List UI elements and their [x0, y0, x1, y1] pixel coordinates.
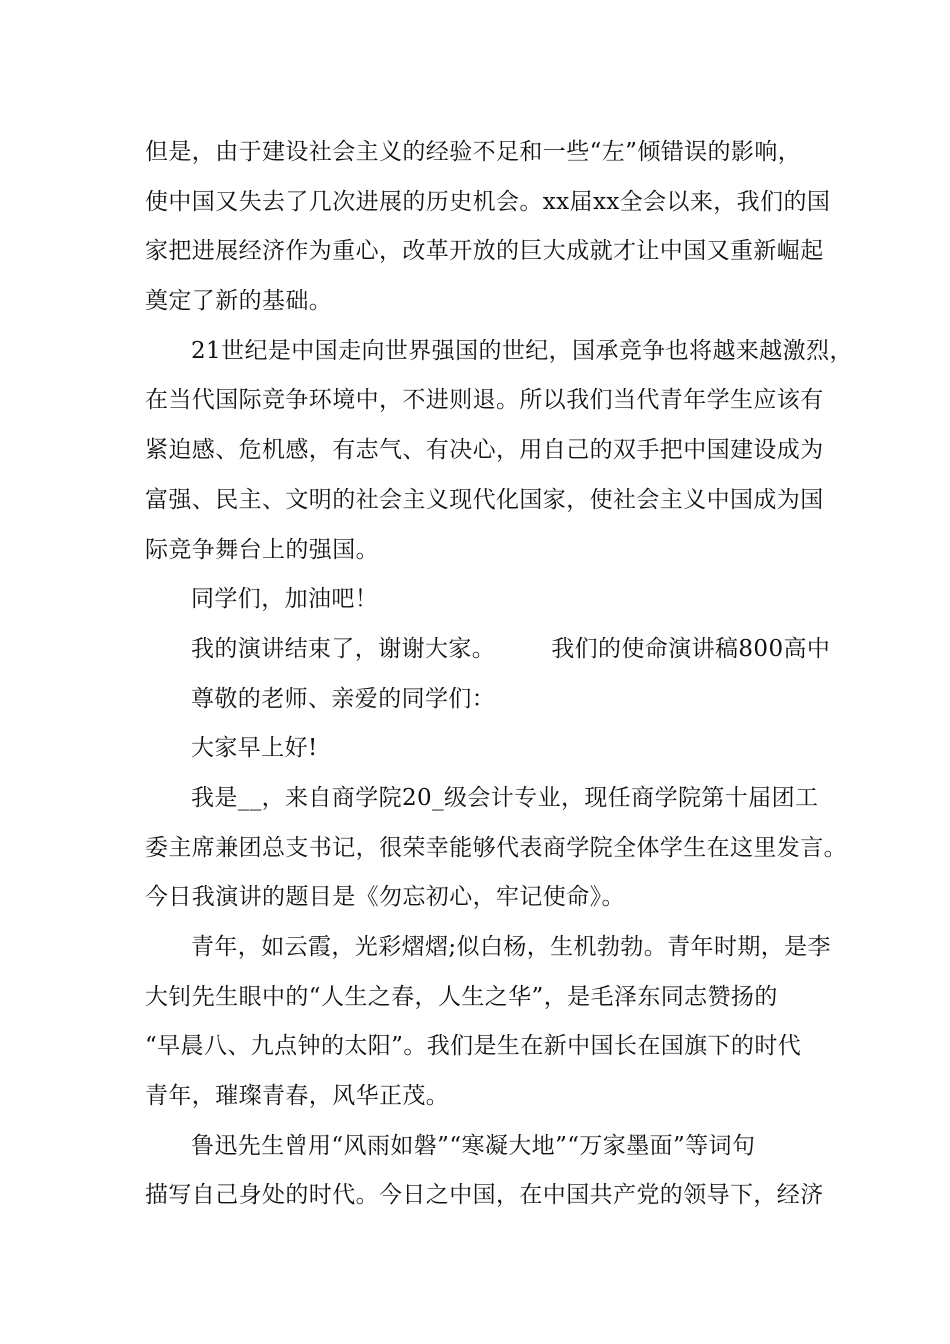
text-line: 21世纪是中国走向世界强国的世纪，国承竞争也将越来越激烈，	[191, 337, 853, 364]
text-line: 青年，璀璨青春，风华正茂。	[145, 1083, 450, 1110]
text-line: 描写自己身处的时代。今日之中国，在中国共产党的领导下，经济	[145, 1182, 824, 1209]
text-line: 富强、民主、文明的社会主义现代化国家，使社会主义中国成为国	[145, 486, 824, 513]
text-line: 紧迫感、危机感，有志气、有决心，用自己的双手把中国建设成为	[145, 437, 824, 464]
text-line: 我是__，来自商学院20_级会计专业，现任商学院第十届团工	[191, 784, 819, 811]
text-line: 鲁迅先生曾用“风雨如磐”“寒凝大地”“万家墨面”等词句	[191, 1132, 756, 1159]
document-body	[145, 128, 853, 1221]
text-line: 使中国又失去了几次进展的历史机会。xx届xx全会以来，我们的国	[145, 188, 831, 215]
text-line: 青年，如云霞，光彩熠熠;似白杨，生机勃勃。青年时期，是李	[191, 934, 831, 960]
closing-text: 我的演讲结束了，谢谢大家。	[191, 635, 496, 662]
text-line: 尊敬的老师、亲爱的同学们：	[191, 685, 496, 712]
text-line: 家把进展经济作为重心，改革开放的巨大成就才让中国又重新崛起	[145, 238, 824, 265]
text-line: 在当代国际竞争环境中，不进则退。所以我们当代青年学生应该有	[145, 387, 824, 414]
text-line: 际竞争舞台上的强国。	[145, 536, 379, 563]
next-speech-title: 我们的使命演讲稿800高中	[551, 635, 831, 662]
text-line: 大钊先生眼中的“人生之春，人生之华”，是毛泽东同志赞扬的	[145, 983, 778, 1010]
text-line: 奠定了新的基础。	[145, 288, 333, 315]
text-line: 大家早上好!	[191, 735, 318, 762]
text-line: 同学们，加油吧！	[191, 586, 379, 613]
text-line: 委主席兼团总支书记，很荣幸能够代表商学院全体学生在这里发言。	[145, 834, 847, 861]
text-line: 今日我演讲的题目是《勿忘初心，牢记使命》。	[145, 884, 625, 911]
text-line-combined	[145, 625, 831, 675]
text-line: 但是，由于建设社会主义的经验不足和一些“左”倾错误的影响，	[145, 139, 802, 165]
text-line: “早晨八、九点钟的太阳”。我们是生在新中国长在国旗下的时代	[145, 1033, 802, 1060]
